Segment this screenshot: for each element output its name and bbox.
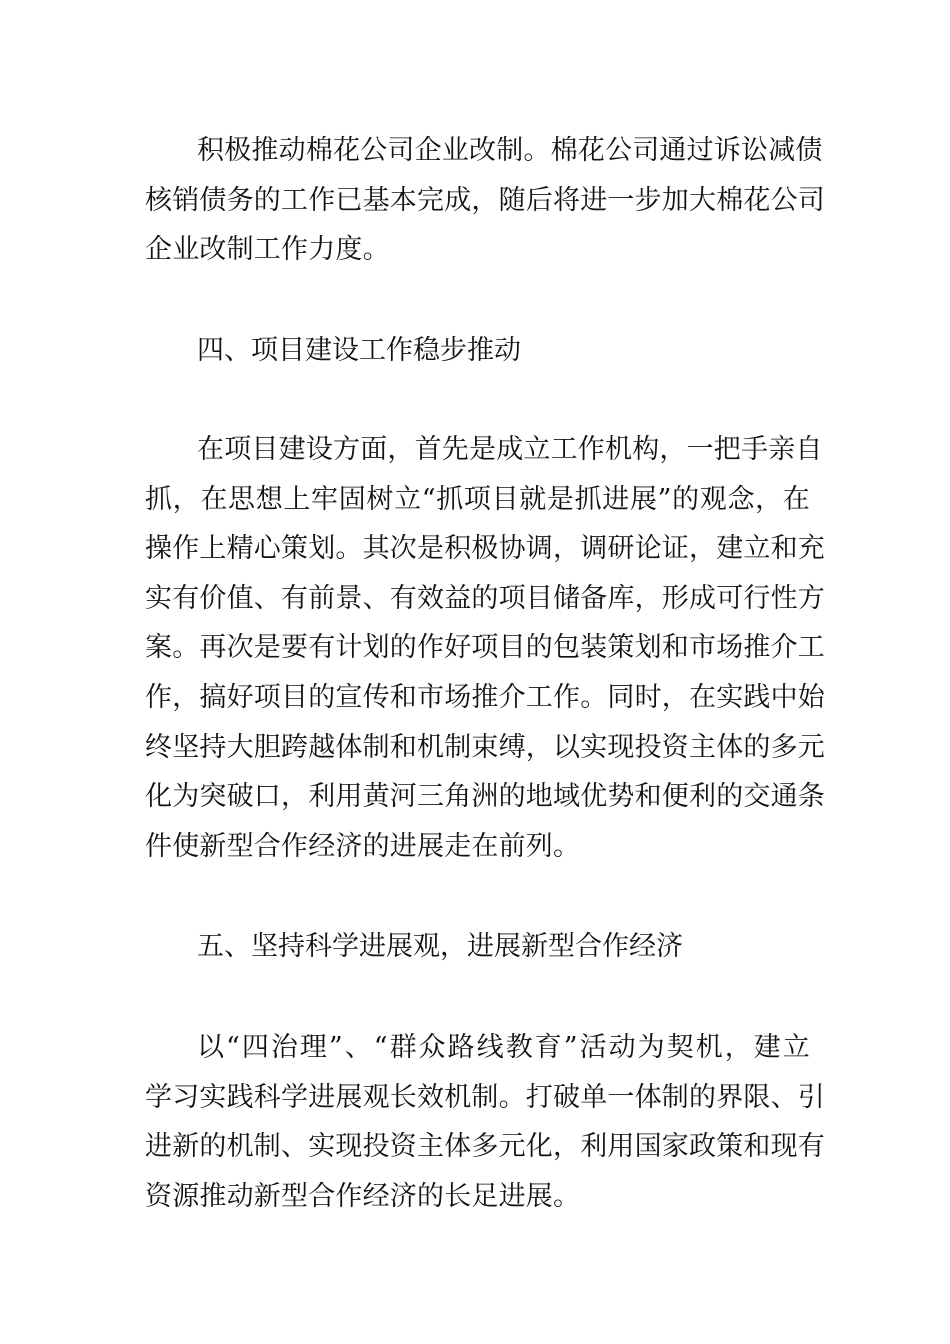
section-heading-scientific-development: 五、坚持科学进展观，进展新型合作经济	[197, 931, 683, 962]
paragraph-line: 作，搞好项目的宣传和市场推介工作。同时，在实践中始	[145, 681, 825, 713]
paragraph-line: 抓，在思想上牢固树立“抓项目就是抓进展”的观念，在	[145, 483, 810, 515]
paragraph-line: 以“四治理”、“群众路线教育”活动为契机，建立	[197, 1032, 810, 1063]
paragraph-line: 终坚持大胆跨越体制和机制束缚，以实现投资主体的多元	[145, 731, 825, 763]
paragraph-line: 进新的机制、实现投资主体多元化，利用国家政策和现有	[145, 1131, 825, 1163]
section-heading-project-construction: 四、项目建设工作稳步推动	[197, 335, 521, 366]
paragraph-line: 企业改制工作力度。	[145, 234, 390, 266]
paragraph-line: 操作上精心策划。其次是积极协调，调研论证，建立和充	[145, 533, 825, 565]
paragraph-line: 化为突破口，利用黄河三角洲的地域优势和便利的交通条	[145, 781, 825, 813]
paragraph-line: 学习实践科学进展观长效机制。打破单一体制的界限、引	[145, 1081, 825, 1113]
paragraph-line: 实有价值、有前景、有效益的项目储备库，形成可行性方	[145, 582, 825, 614]
paragraph-line: 案。再次是要有计划的作好项目的包装策划和市场推介工	[145, 632, 825, 664]
paragraph-line: 核销债务的工作已基本完成，随后将进一步加大棉花公司	[145, 184, 825, 216]
paragraph-line: 在项目建设方面，首先是成立工作机构，一把手亲自	[197, 434, 823, 465]
paragraph-line: 积极推动棉花公司企业改制。棉花公司通过诉讼减债	[197, 135, 823, 166]
paragraph-project-construction	[145, 425, 825, 871]
paragraph-cotton-company-reform	[145, 126, 825, 275]
paragraph-scientific-development	[145, 1023, 825, 1221]
paragraph-line: 件使新型合作经济的进展走在前列。	[145, 830, 581, 862]
paragraph-line: 资源推动新型合作经济的长足进展。	[145, 1180, 581, 1212]
